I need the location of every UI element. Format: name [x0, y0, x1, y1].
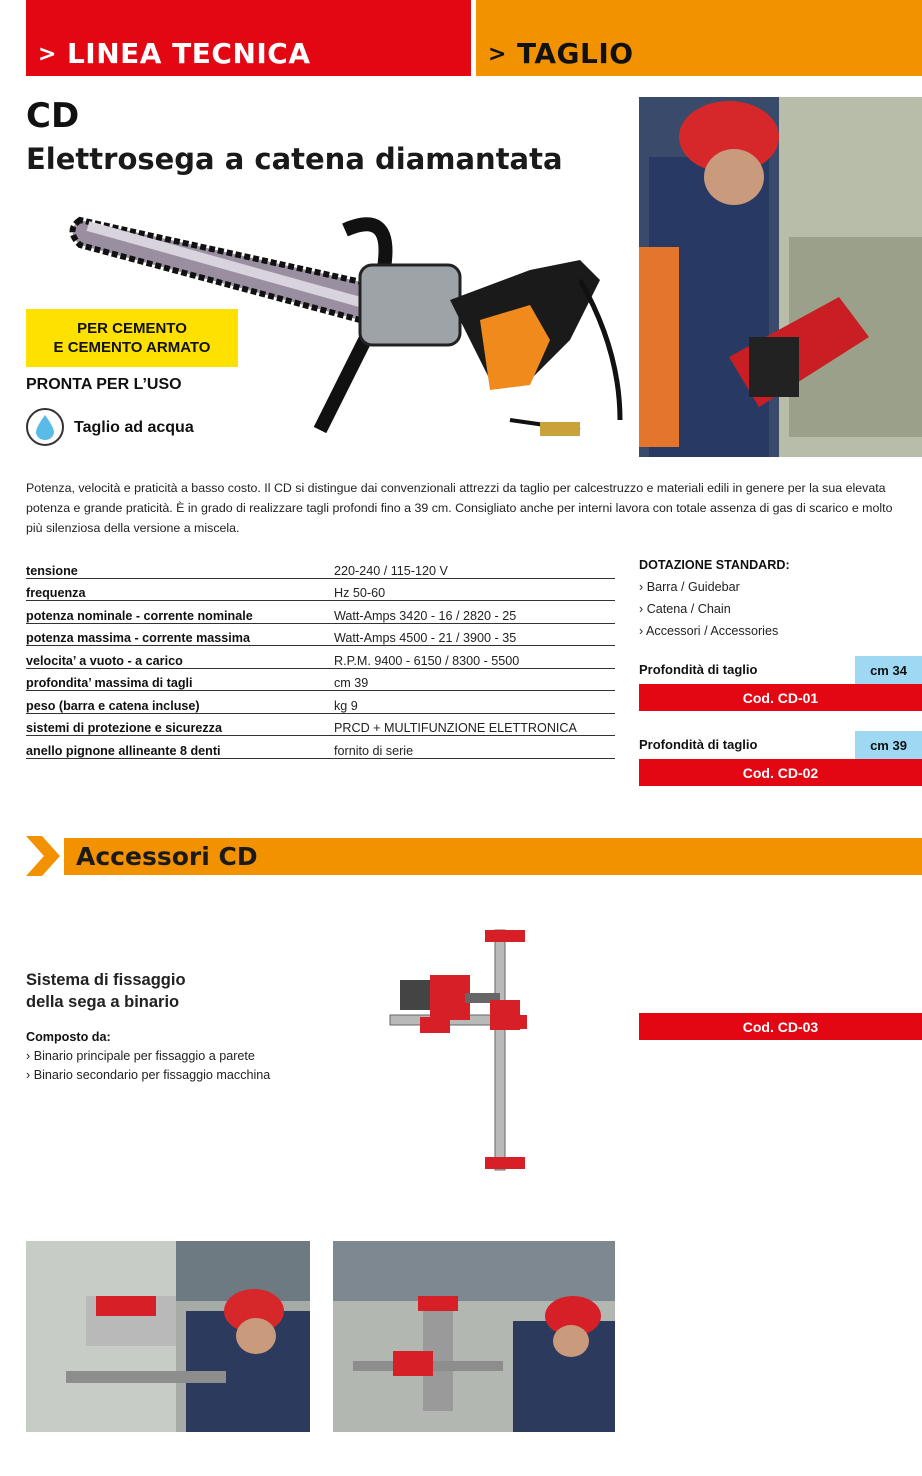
- table-row: [26, 556, 615, 578]
- product-code-bar: Cod. CD-01: [639, 684, 922, 711]
- table-row: [26, 713, 615, 736]
- rail-system-image: [380, 925, 560, 1175]
- accessory-component: › Binario secondario per fissaggio macchina: [26, 1068, 271, 1082]
- table-row: [26, 646, 615, 669]
- badge-line-1: PER CEMENTO: [77, 320, 187, 337]
- banner-title: LINEA TECNICA: [66, 37, 311, 70]
- rail-mounted-saw-photo-2: [333, 1241, 615, 1432]
- composed-label: Composto da:: [26, 1030, 111, 1044]
- spec-value: fornito di serie: [332, 736, 615, 759]
- product-code: CD: [26, 96, 80, 136]
- table-row: [26, 736, 615, 759]
- standard-equipment-item: › Barra / Guidebar: [639, 580, 740, 594]
- accessory-component: › Binario principale per fissaggio a parete: [26, 1049, 255, 1063]
- product-description: [26, 478, 922, 538]
- header-banner-linea-tecnica: [26, 0, 471, 76]
- standard-equipment-item: › Accessori / Accessories: [639, 624, 779, 638]
- water-cut-label: Taglio ad acqua: [74, 419, 194, 436]
- description-line: più silenziosa della versione a miscela.: [26, 521, 240, 535]
- usage-badge: [26, 309, 238, 367]
- spec-value: kg 9: [332, 691, 615, 714]
- chevron-right-icon: >: [488, 42, 507, 67]
- spec-label: frequenza: [26, 578, 332, 601]
- spec-label: peso (barra e catena incluse): [26, 691, 332, 714]
- spec-value: Watt-Amps 3420 - 16 / 2820 - 25: [332, 601, 615, 624]
- water-drop-icon: [26, 408, 64, 446]
- table-row: [26, 668, 615, 691]
- spec-label: sistemi di protezione e sicurezza: [26, 713, 332, 736]
- cut-depth-label: Profondità di taglio: [639, 737, 758, 752]
- spec-value: PRCD + MULTIFUNZIONE ELETTRONICA: [332, 713, 615, 736]
- spec-label: anello pignone allineante 8 denti: [26, 736, 332, 759]
- spec-label: potenza nominale - corrente nominale: [26, 601, 332, 624]
- worker-cutting-photo: [639, 97, 922, 457]
- table-row: [26, 691, 615, 714]
- cut-depth-value: cm 39: [855, 731, 922, 759]
- table-row: [26, 578, 615, 601]
- spec-value: Hz 50-60: [332, 578, 615, 601]
- header-banner-taglio: [476, 0, 922, 76]
- ready-label: PRONTA PER L’USO: [26, 376, 182, 393]
- chevron-right-icon: [26, 836, 62, 876]
- cut-depth-value: cm 34: [855, 656, 922, 684]
- spec-value: R.P.M. 9400 - 6150 / 8300 - 5500: [332, 646, 615, 669]
- cut-depth-label: Profondità di taglio: [639, 662, 758, 677]
- product-code-bar: Cod. CD-03: [639, 1013, 922, 1040]
- spec-value: cm 39: [332, 668, 615, 691]
- table-row: [26, 623, 615, 646]
- banner-title: TAGLIO: [516, 37, 634, 70]
- chevron-right-icon: >: [38, 42, 57, 67]
- spec-value: 220-240 / 115-120 V: [332, 556, 615, 578]
- accessories-header: Accessori CD: [64, 838, 922, 875]
- product-name: Elettrosega a catena diamantata: [26, 142, 563, 176]
- accessory-title-line: della sega a binario: [26, 993, 180, 1011]
- spec-table: [26, 556, 615, 759]
- badge-line-2: E CEMENTO ARMATO: [53, 339, 211, 356]
- spec-label: velocita’ a vuoto - a carico: [26, 646, 332, 669]
- accessory-title: [26, 969, 186, 1013]
- description-line: potenza e grande praticità. È in grado di realizzare tagli profondi fino a 39 cm. Consigliato anche per interni lavora con totale assenza di gas di scarico e molto: [26, 501, 893, 515]
- rail-mounted-saw-photo-1: [26, 1241, 310, 1432]
- product-code-bar: Cod. CD-02: [639, 759, 922, 786]
- table-row: [26, 601, 615, 624]
- spec-value: Watt-Amps 4500 - 21 / 3900 - 35: [332, 623, 615, 646]
- spec-label: profondita’ massima di tagli: [26, 668, 332, 691]
- standard-equipment-item: › Catena / Chain: [639, 602, 731, 616]
- description-line: Potenza, velocità e praticità a basso costo. Il CD si distingue dai convenzionali attrezzi da taglio per calcestruzzo e materiali edili in genere per la sua elevata: [26, 481, 886, 495]
- spec-label: tensione: [26, 556, 332, 578]
- spec-label: potenza massima - corrente massima: [26, 623, 332, 646]
- standard-equipment-title: DOTAZIONE STANDARD:: [639, 558, 790, 572]
- accessory-title-line: Sistema di fissaggio: [26, 971, 186, 989]
